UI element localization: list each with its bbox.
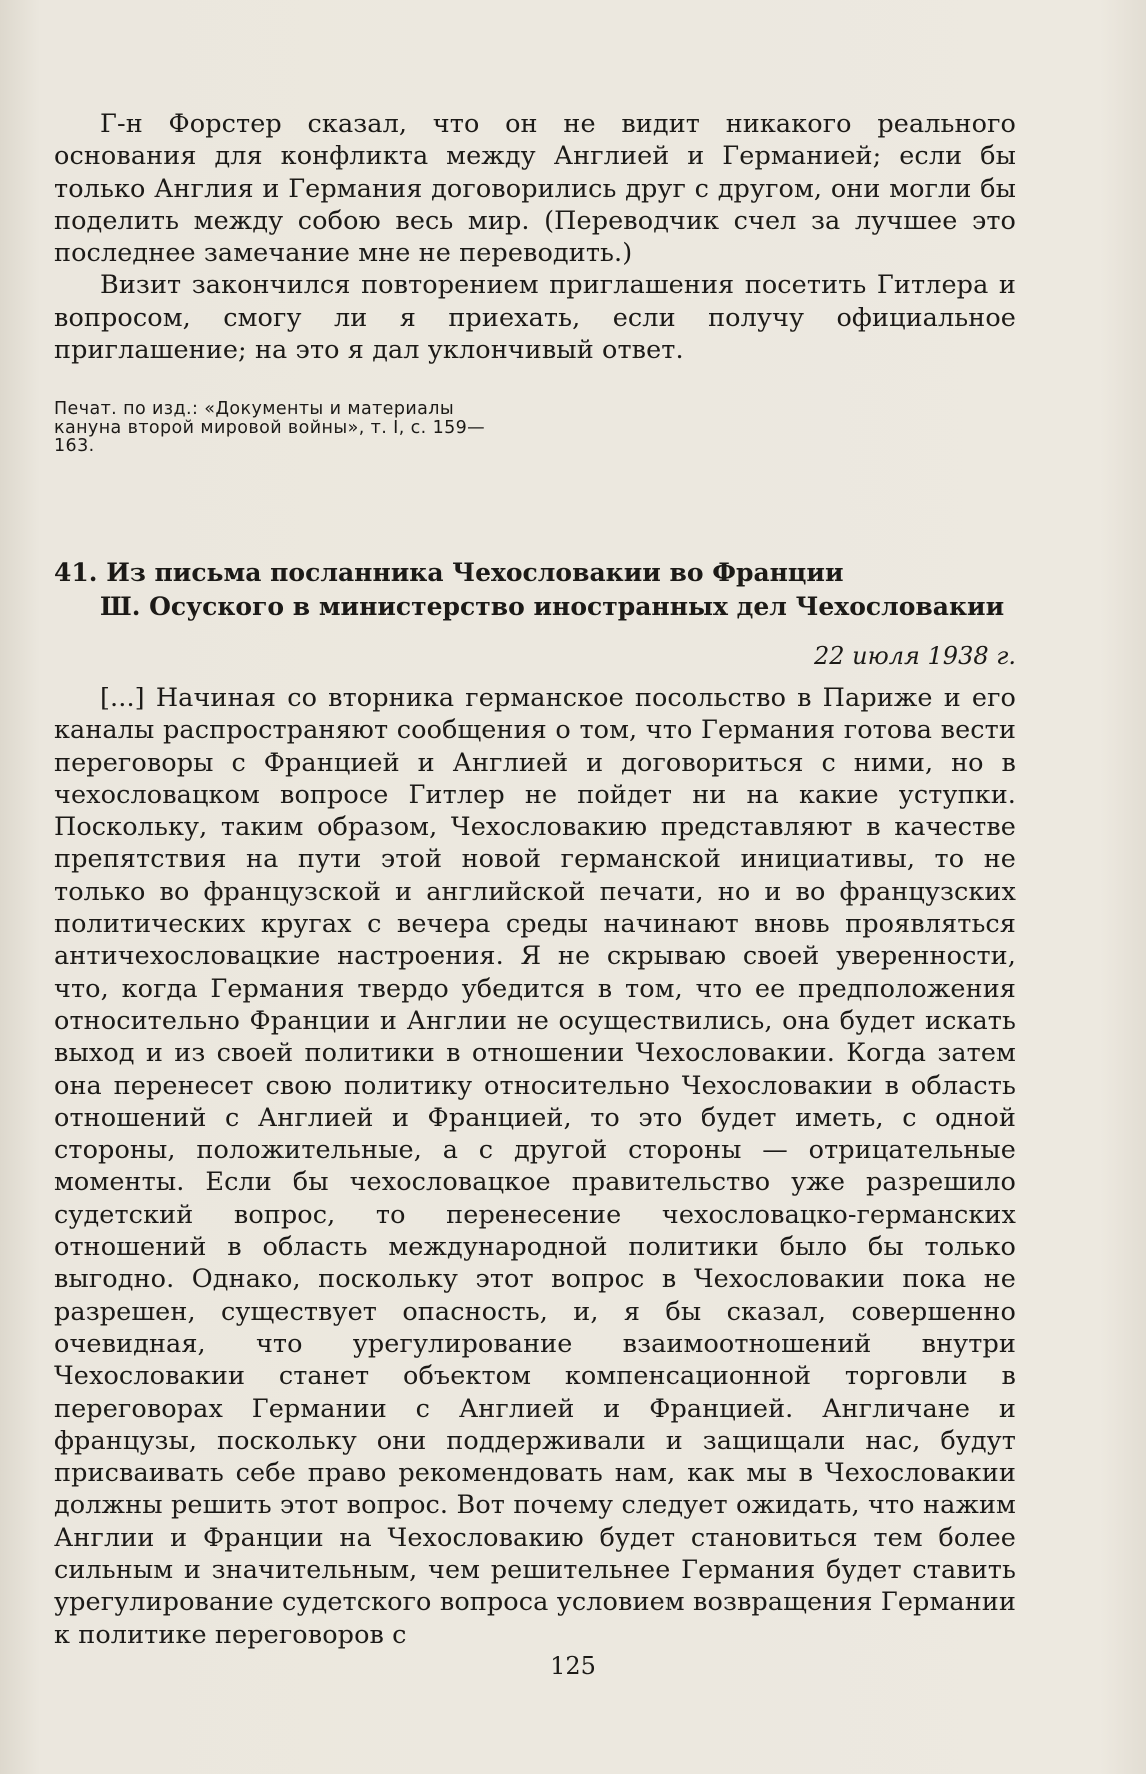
- heading-line-1: 41. Из письма посланника Чехословакии во Франции: [54, 558, 844, 587]
- page-number: 125: [550, 1652, 596, 1680]
- document-heading: [54, 556, 1016, 624]
- intro-text: [54, 108, 1016, 366]
- heading-line-2: Ш. Осуского в министерство иностранных дел Чехословакии: [100, 592, 1005, 621]
- document-date: 22 июля 1938 г.: [813, 642, 1016, 670]
- body-paragraph: [...] Начиная со вторника германское посольство в Париже и его каналы распространяют сообщения о том, что Германия готова вести переговоры с Францией и Англией и договориться с ними, но в чехословацком вопросе Гитлер не пойдет ни на какие уступки. Поскольку, таким образом, Чехословакию представляют в качестве препятствия на пути этой новой германской инициативы, то не только во французской и английской печати, но и во французских политических кругах с вечера среды начинают вновь проявляться античехословацкие настроения. Я не скрываю своей уверенности, что, когда Германия твердо убедится в том, что ее предположения относительно Франции и Англии не осуществились, она будет искать выход и из своей политики в отношении Чехословакии. Когда затем она перенесет свою политику относительно Чехословакии в область отношений с Англией и Францией, то это будет иметь, с одной стороны, положительные, а с другой стороны — отрицательные моменты. Если бы чехословацкое правительство уже разрешило судетский вопрос, то перенесение чехословацко-германских отношений в область международной политики было бы только выгодно. Однако, поскольку этот вопрос в Чехословакии пока не разрешен, существует опасность, и, я бы сказал, совершенно очевидная, что урегулирование взаимоотношений внутри Чехословакии станет объектом компенсационной торговли в переговорах Германии с Англией и Францией. Англичане и французы, поскольку они поддерживали и защищали нас, будут присваивать себе право рекомендовать нам, как мы в Чехословакии должны решить этот вопрос. Вот почему следует ожидать, что нажим Англии и Франции на Чехословакию будет становиться тем более сильным и значительным, чем решительнее Германия будет ставить урегулирование судетского вопроса условием возвращения Германии к политике переговоров с: [54, 683, 1016, 1650]
- intro-paragraph-2: Визит закончился повторением приглашения посетить Гитлера и вопросом, смогу ли я приехать, если получу официальное приглашение; на это я дал уклончивый ответ.: [54, 270, 1016, 366]
- source-note: Печат. по изд.: «Документы и материалы кануна второй мировой войны», т. I, с. 159—163.: [54, 399, 486, 456]
- intro-paragraph-1: Г-н Форстер сказал, что он не видит никакого реального основания для конфликта между Англией и Германией; если бы только Англия и Германия договорились друг с другом, они могли бы поделить между собою весь мир. (Переводчик счел за лучшее это последнее замечание мне не переводить.): [54, 109, 1016, 269]
- document-body: [54, 682, 1016, 1651]
